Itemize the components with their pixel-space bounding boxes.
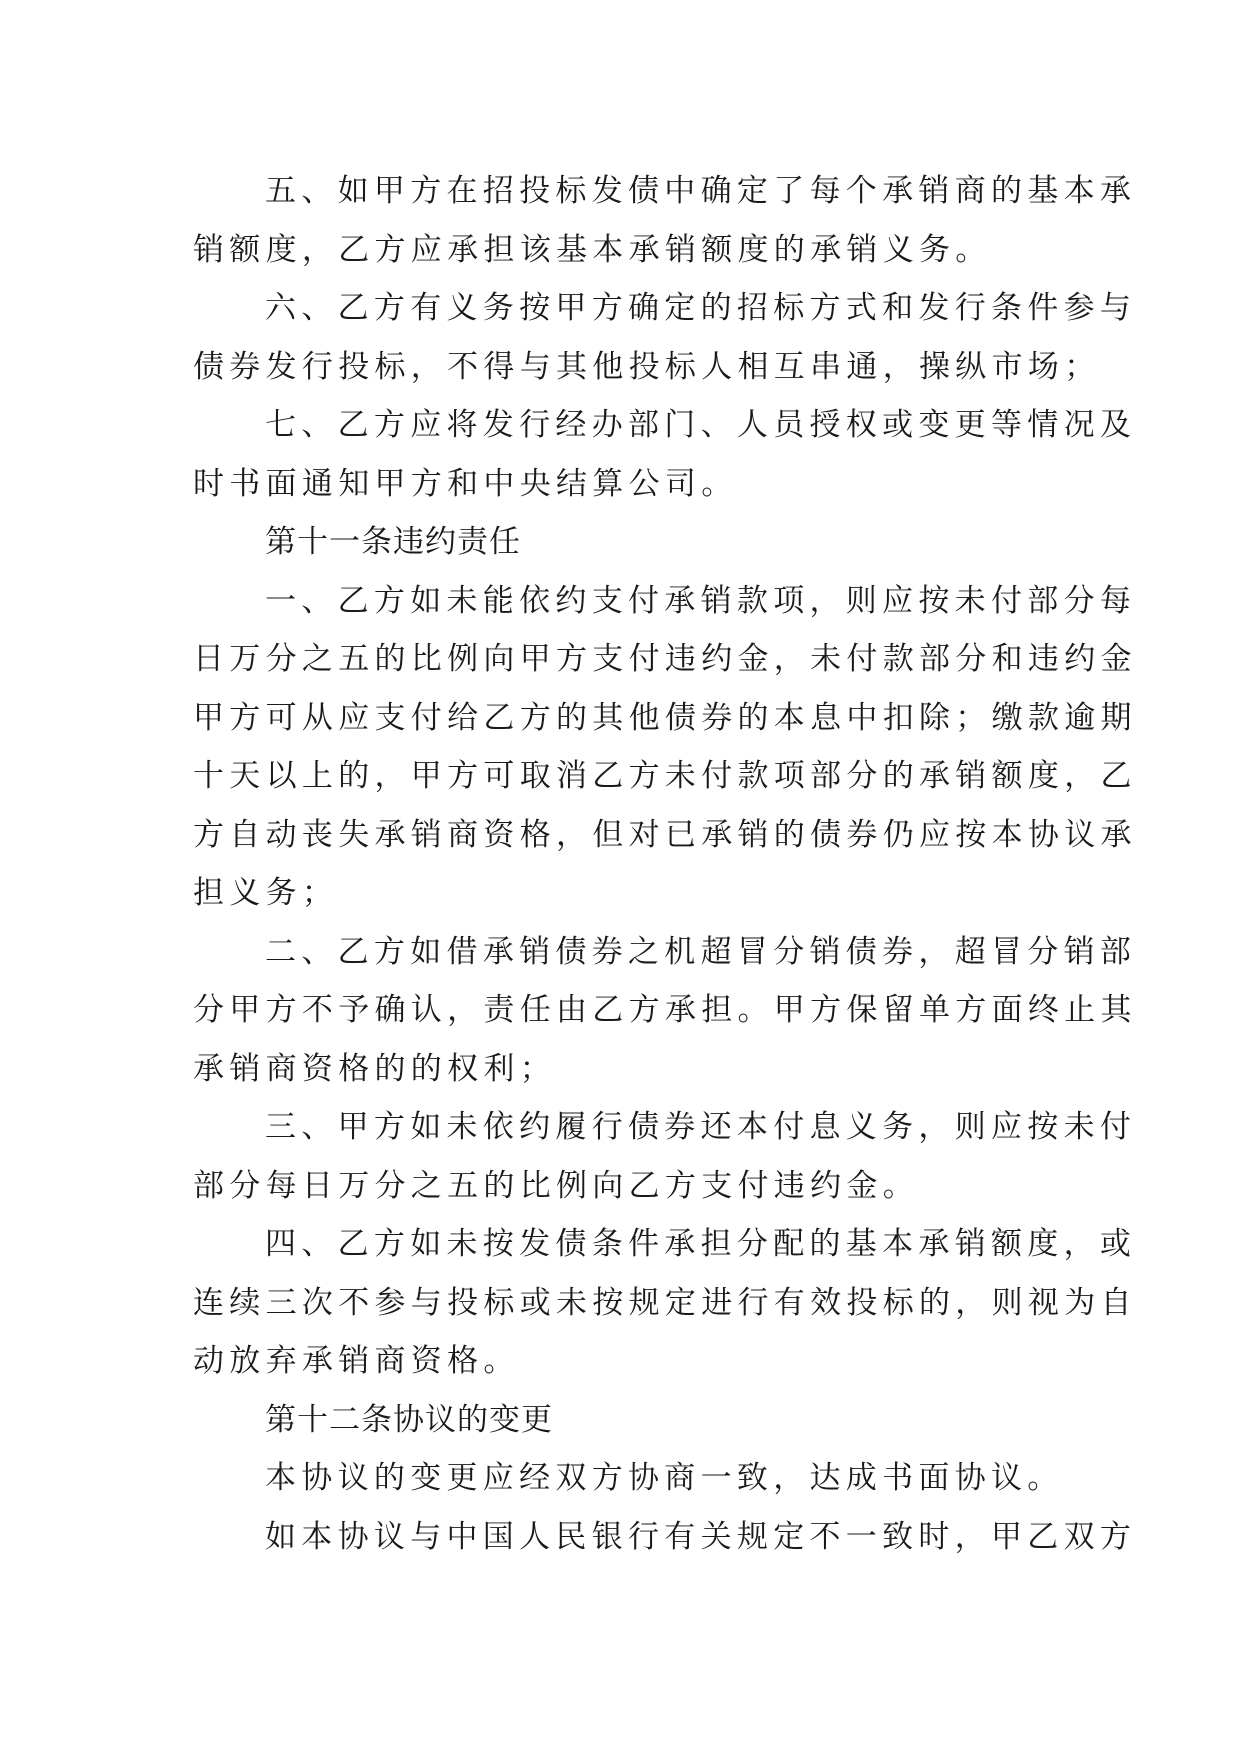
article-11-heading — [193, 513, 1055, 572]
heading-text: 第十一条违约责任 — [265, 524, 521, 560]
article-11-item-1 — [193, 572, 1137, 923]
text-line: 连续三次不参与投标或未按规定进行有效投标的，则视为自 — [193, 1284, 1137, 1321]
article-12-para-1 — [193, 1449, 1064, 1508]
text-line: 二、乙方如借承销债券之机超冒分销债券，超冒分销部 — [265, 933, 1137, 970]
text-line: 方自动丧失承销商资格，但对已承销的债券仍应按本协议承 — [193, 816, 1137, 853]
text-line: 一、乙方如未能依约支付承销款项，则应按未付部分每 — [265, 582, 1137, 619]
text-line: 分甲方不予确认，责任由乙方承担。甲方保留单方面终止其 — [193, 992, 1137, 1028]
text-line: 部分每日万分之五的比例向乙方支付违约金。 — [193, 1167, 919, 1204]
paragraph-5 — [193, 162, 1137, 279]
text-line: 六、乙方有义务按甲方确定的招标方式和发行条件参与 — [265, 290, 1137, 326]
text-line: 时书面通知甲方和中央结算公司。 — [193, 465, 738, 502]
article-11-item-3 — [193, 1098, 1137, 1215]
heading-text: 第十二条协议的变更 — [265, 1401, 553, 1438]
paragraph-7 — [193, 396, 1137, 513]
text-line: 承销商资格的的权利； — [193, 1050, 556, 1087]
text-line: 三、甲方如未依约履行债券还本付息义务，则应按未付 — [265, 1109, 1137, 1145]
text-line: 五、如甲方在招投标发债中确定了每个承销商的基本承 — [265, 173, 1137, 209]
text-line: 本协议的变更应经双方协商一致，达成书面协议。 — [265, 1460, 1064, 1496]
text-line: 担义务； — [193, 875, 339, 911]
text-line: 十天以上的，甲方可取消乙方未付款项部分的承销额度，乙 — [193, 758, 1137, 794]
text-line: 甲方可从应支付给乙方的其他债券的本息中扣除；缴款逾期 — [193, 699, 1137, 736]
paragraph-6 — [193, 279, 1137, 396]
document-body — [193, 162, 1137, 1566]
text-line: 日万分之五的比例向甲方支付违约金，未付款部分和违约金 — [193, 641, 1137, 677]
text-line: 动放弃承销商资格。 — [193, 1343, 520, 1379]
text-line: 如本协议与中国人民银行有关规定不一致时，甲乙双方 — [265, 1518, 1137, 1555]
article-11-item-4 — [193, 1215, 1137, 1391]
text-line: 债券发行投标，不得与其他投标人相互串通，操纵市场； — [193, 348, 1101, 385]
article-11-item-2 — [193, 923, 1137, 1099]
text-line: 七、乙方应将发行经办部门、人员授权或变更等情况及 — [265, 407, 1137, 443]
text-line: 四、乙方如未按发债条件承担分配的基本承销额度，或 — [265, 1226, 1137, 1262]
article-12-para-2 — [193, 1508, 1137, 1567]
article-12-heading — [193, 1391, 1055, 1450]
text-line: 销额度，乙方应承担该基本承销额度的承销义务。 — [193, 231, 992, 268]
